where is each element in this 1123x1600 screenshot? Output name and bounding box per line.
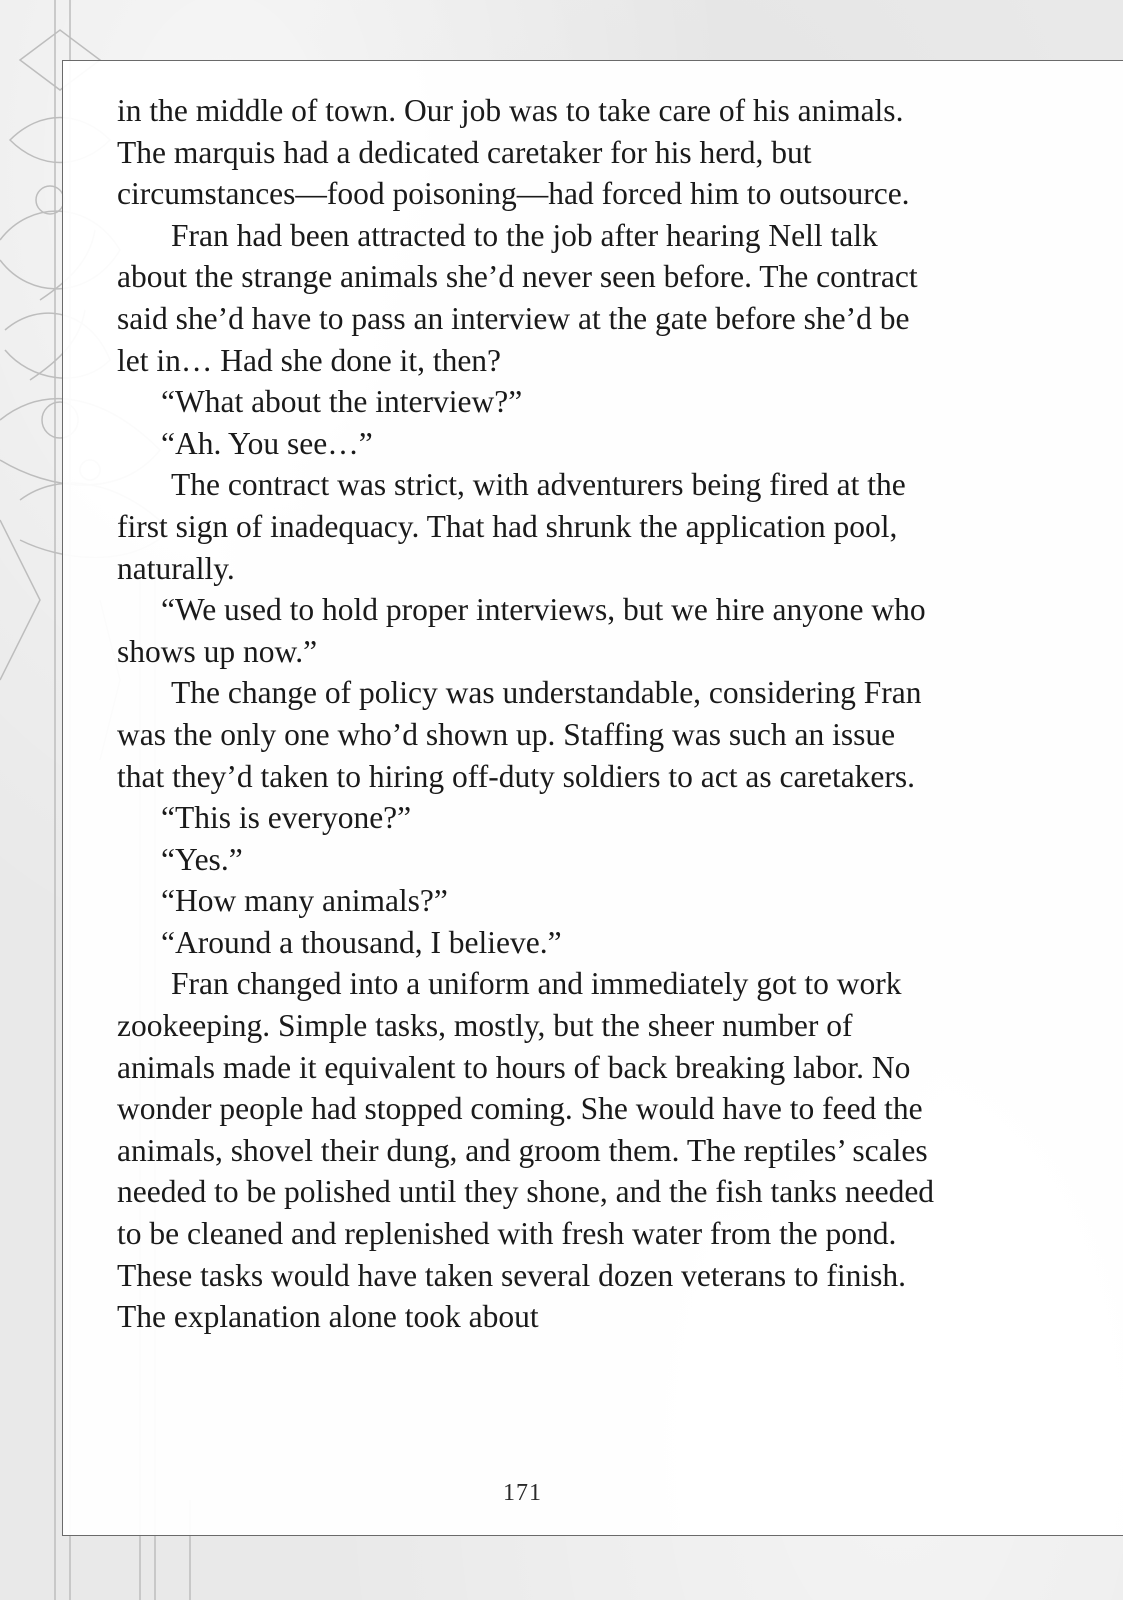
paragraph: Fran had been attracted to the job after hearing Nell talk about the strange animals she’d never seen before. The contract said she’d have to pass an interview at the gate before she’d be let in… Had she done it, then? (117, 217, 918, 378)
page-number: 171 (503, 1480, 542, 1506)
dialogue-line: “What about the interview?” (161, 384, 523, 420)
paragraph: The contract was strict, with adventurers being fired at the first sign of inadequacy. That had shrunk the application pool, naturally. (117, 467, 906, 586)
paragraph: in the middle of town. Our job was to take care of his animals. The marquis had a dedicated caretaker for his herd, but circumstances—food poisoning—had forced him to outsource. (117, 93, 910, 212)
dialogue-line: “Yes.” (161, 841, 243, 877)
dialogue-line: “We used to hold proper interviews, but we hire anyone who shows up now.” (117, 592, 926, 669)
body-text (117, 90, 947, 1338)
dialogue-line: “Ah. You see…” (161, 425, 373, 461)
paragraph: Fran changed into a uniform and immediately got to work zookeeping. Simple tasks, mostly, but the sheer number of animals made it equivalent to hours of back breaking labor. No wonder people had stopped coming. She would have to feed the animals, shovel their dung, and groom them. The reptiles’ scales needed to be polished until they shone, and the fish tanks needed to be cleaned and replenished with fresh water from the pond. These tasks would have taken several dozen veterans to finish. The explanation alone took about (117, 966, 935, 1335)
dialogue-line: “This is everyone?” (161, 800, 412, 836)
dialogue-line: “Around a thousand, I believe.” (161, 924, 562, 960)
paragraph: The change of policy was understandable, considering Fran was the only one who’d shown up. Staffing was such an issue that they’d taken to hiring off-duty soldiers to act as caretakers. (117, 675, 922, 794)
dialogue-line: “How many animals?” (161, 883, 448, 919)
